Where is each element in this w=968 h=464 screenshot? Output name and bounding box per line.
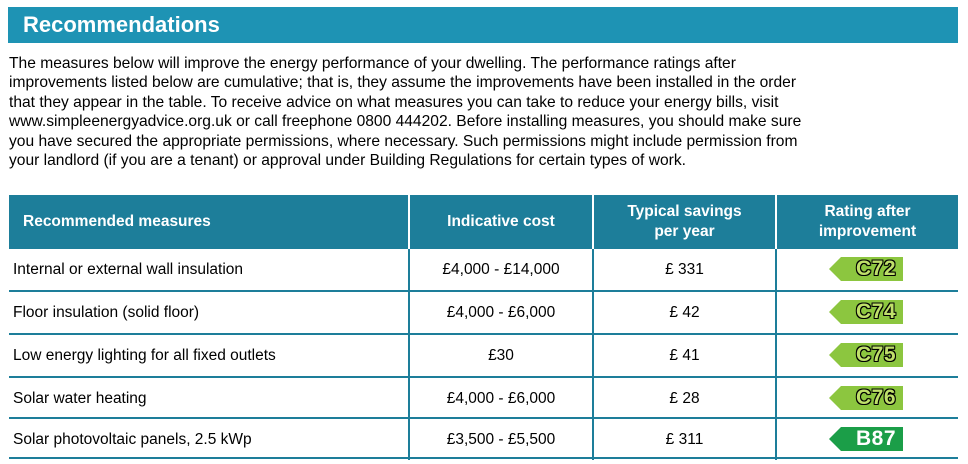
header-rating-line2: improvement: [818, 223, 917, 240]
recommendations-table: [9, 195, 958, 459]
table-row: [9, 419, 958, 460]
cost-cell: £30: [488, 346, 514, 364]
measure-cell: Solar water heating: [13, 389, 147, 407]
cost-cell: £4,000 - £6,000: [446, 303, 556, 321]
table-row: [9, 292, 958, 333]
rating-badge: [829, 257, 903, 281]
rating-badge: [829, 300, 903, 324]
header-savings-line1: Typical savings: [627, 203, 742, 220]
savings-cell: £ 41: [669, 346, 700, 364]
header-rating-after: [777, 195, 958, 249]
table-row: [9, 335, 958, 376]
intro-paragraph: [9, 54, 957, 170]
table-row: [9, 249, 958, 290]
cost-cell: £3,500 - £5,500: [446, 430, 556, 448]
savings-cell: £ 42: [669, 303, 700, 321]
header-rating-line1: Rating after: [824, 203, 911, 220]
rating-cell: [777, 292, 958, 333]
rating-cell: [777, 419, 958, 460]
rating-label: C75: [855, 343, 897, 366]
section-header-bar: [8, 7, 958, 43]
rating-badge: [829, 386, 903, 410]
rating-badge: [829, 343, 903, 367]
table-row: [9, 378, 958, 419]
header-typical-savings: [594, 195, 775, 249]
measure-cell: Floor insulation (solid floor): [13, 303, 200, 321]
table-header-row: [9, 195, 958, 249]
intro-line: you have secured the appropriate permissions, where necessary. Such permissions might include permission from: [9, 132, 798, 150]
savings-cell: £ 331: [665, 260, 704, 278]
cost-cell: £4,000 - £14,000: [442, 260, 560, 278]
rating-badge: [829, 427, 903, 451]
rating-cell: [777, 249, 958, 290]
row-divider: [9, 457, 958, 459]
rating-label: C76: [855, 386, 897, 409]
rating-cell: [777, 335, 958, 376]
rating-label: B87: [855, 427, 897, 450]
cost-cell: £4,000 - £6,000: [446, 389, 556, 407]
intro-line: www.simpleenergyadvice.org.uk or call freephone 0800 444202. Before installing measures, you should make sure: [9, 113, 802, 131]
section-title: Recommendations: [23, 12, 220, 37]
savings-cell: £ 311: [665, 430, 704, 448]
header-savings-line2: per year: [654, 223, 715, 240]
intro-line: The measures below will improve the energy performance of your dwelling. The performance ratings after: [9, 55, 736, 72]
rating-label: C74: [855, 300, 897, 323]
measure-cell: Low energy lighting for all fixed outlets: [13, 346, 276, 364]
rating-label: C72: [855, 257, 897, 280]
header-recommended-measures: Recommended measures: [9, 195, 408, 249]
savings-cell: £ 28: [669, 389, 700, 407]
header-indicative-cost: Indicative cost: [410, 195, 592, 249]
measure-cell: Solar photovoltaic panels, 2.5 kWp: [13, 430, 252, 448]
intro-line: that they appear in the table. To receive advice on what measures you can take to reduce your energy bills, visit: [9, 93, 779, 111]
intro-line: improvements listed below are cumulative; that is, they assume the improvements have been installed in the order: [9, 74, 797, 92]
rating-cell: [777, 378, 958, 419]
intro-line: your landlord (if you are a tenant) or approval under Building Regulations for certain types of work.: [9, 152, 686, 170]
measure-cell: Internal or external wall insulation: [13, 260, 244, 278]
